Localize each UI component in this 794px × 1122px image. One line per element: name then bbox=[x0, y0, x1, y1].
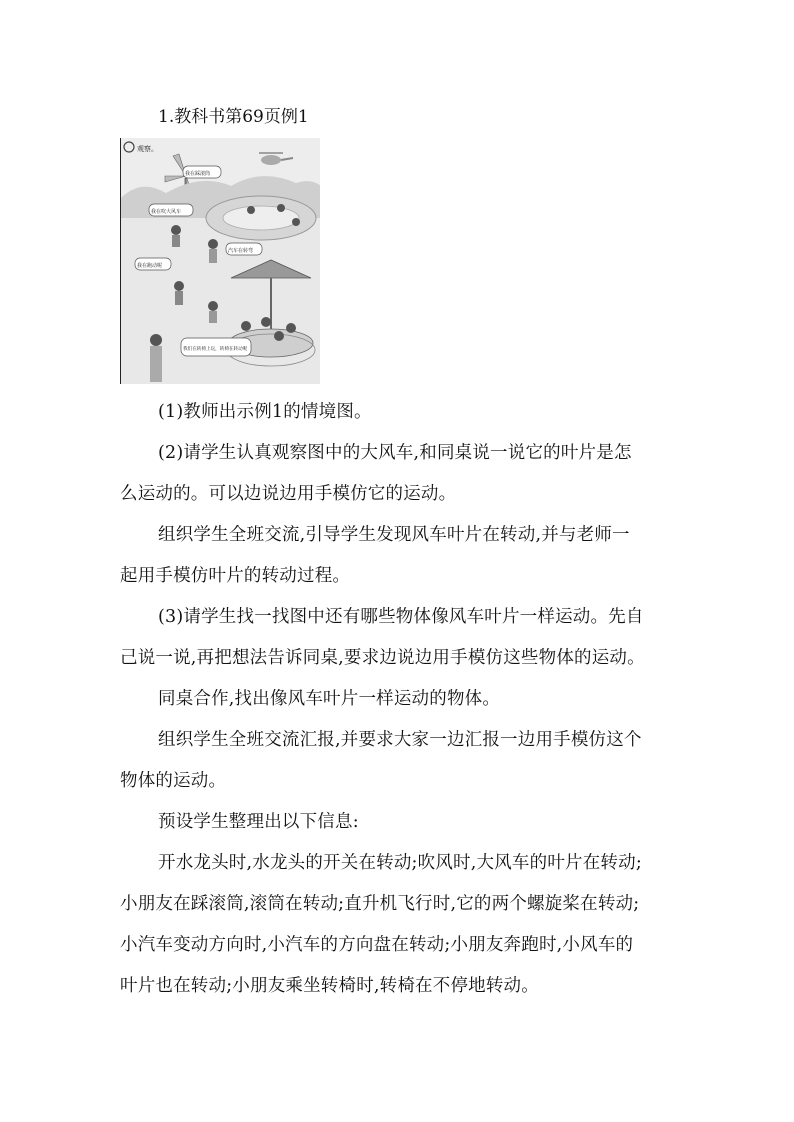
playground-scene-image bbox=[121, 138, 320, 384]
paragraph-line-9: 组织学生全班交流汇报,并要求大家一边汇报一边用手模仿这个 bbox=[158, 730, 642, 750]
paragraph-line-10: 物体的运动。 bbox=[120, 771, 227, 791]
svg-text:我在跑动呢: 我在跑动呢 bbox=[137, 263, 163, 269]
svg-text:汽车在转弯: 汽车在转弯 bbox=[228, 248, 254, 254]
paragraph-line-15: 叶片也在转动;小朋友乘坐转椅时,转椅在不停地转动。 bbox=[120, 976, 539, 996]
paragraph-line-8: 同桌合作,找出像风车叶片一样运动的物体。 bbox=[158, 689, 501, 709]
svg-text:我在吹大风车: 我在吹大风车 bbox=[151, 209, 182, 215]
paragraph-line-11: 预设学生整理出以下信息: bbox=[158, 812, 359, 832]
paragraph-line-2: (2)请学生认真观察图中的大风车,和同桌说一说它的叶片是怎 bbox=[158, 443, 632, 463]
svg-text:我们在转椅上玩，转椅在转动呢: 我们在转椅上玩，转椅在转动呢 bbox=[183, 347, 248, 352]
paragraph-line-1: (1)教师出示例1的情境图。 bbox=[158, 402, 372, 422]
svg-text:我在踩滚筒: 我在踩滚筒 bbox=[185, 171, 211, 177]
paragraph-line-5: 起用手模仿叶片的转动过程。 bbox=[120, 566, 351, 586]
paragraph-line-13: 小朋友在踩滚筒,滚筒在转动;直升机飞行时,它的两个螺旋桨在转动; bbox=[120, 894, 640, 914]
scene-illustration bbox=[120, 138, 320, 384]
paragraph-line-7: 己说一说,再把想法告诉同桌,要求边说边用手模仿这些物体的运动。 bbox=[120, 648, 645, 668]
paragraph-line-6: (3)请学生找一找图中还有哪些物体像风车叶片一样运动。先自 bbox=[158, 607, 644, 627]
paragraph-line-3: 么运动的。可以边说边用手模仿它的运动。 bbox=[120, 484, 457, 504]
paragraph-line-4: 组织学生全班交流,引导学生发现风车叶片在转动,并与老师一 bbox=[158, 525, 630, 545]
paragraph-line-14: 小汽车变动方向时,小汽车的方向盘在转动;小朋友奔跑时,小风车的 bbox=[120, 935, 634, 955]
figure-caption: 观察。 bbox=[137, 145, 158, 153]
section-heading: 1.教科书第69页例1 bbox=[158, 107, 309, 127]
paragraph-line-12: 开水龙头时,水龙头的开关在转动;吹风时,大风车的叶片在转动; bbox=[158, 853, 642, 873]
